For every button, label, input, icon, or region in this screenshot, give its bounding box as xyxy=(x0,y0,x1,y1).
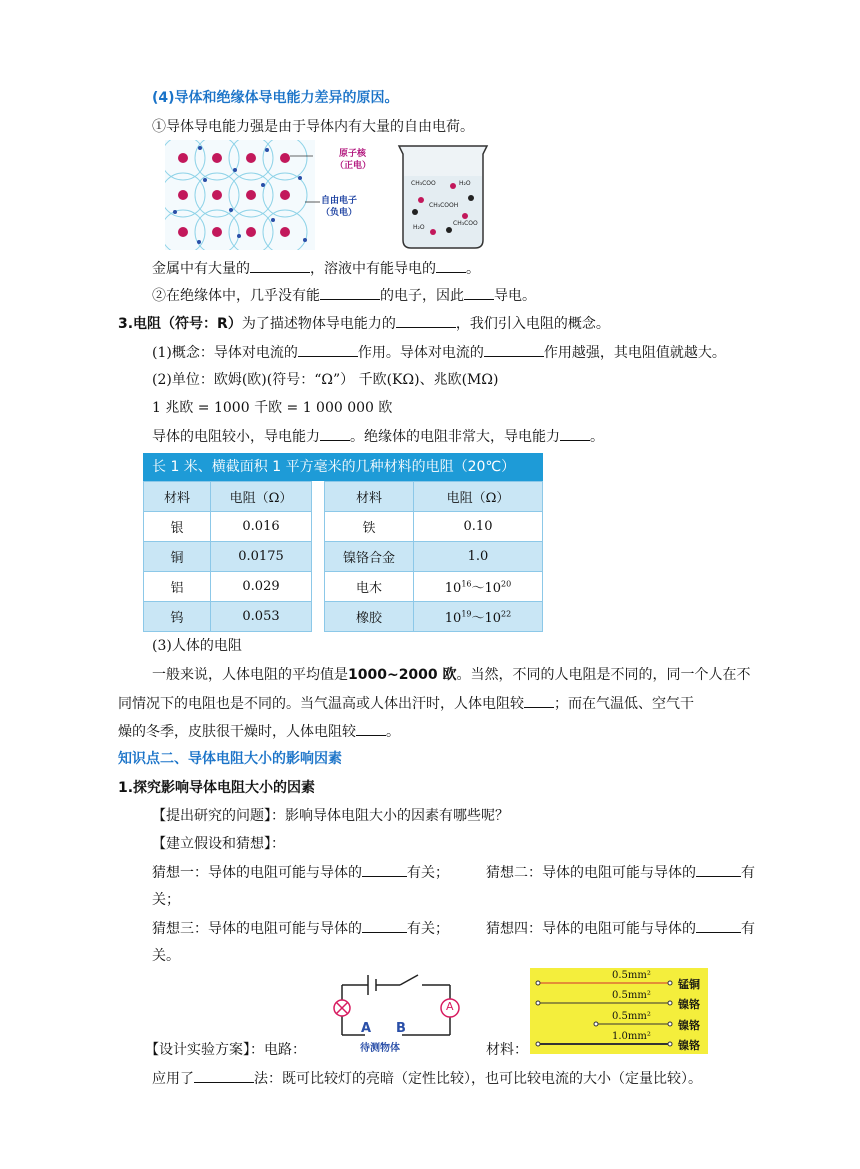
metal-line: 金属中有大量的 ，溶液中有能导电的 。 xyxy=(152,258,480,279)
nucleus-charge-label: （正电） xyxy=(335,161,372,171)
research-question: 【提出研究的问题】：影响导体电阻大小的因素有哪些呢？ xyxy=(152,808,509,824)
body-paragraph-line: 一般来说，人体电阻的平均值是1000~2000 欧。当然，不同的人电阻是不同的，同一个人在不 xyxy=(152,667,751,683)
wire-material-label: 镍铬 xyxy=(678,1039,700,1052)
section-4-item-2: ②在绝缘体中，几乎没有能 的电子，因此 导电。 xyxy=(152,285,536,306)
circuit-diagram xyxy=(330,965,465,1060)
section-4-heading: (4)导体和绝缘体导电能力差异的原因。 xyxy=(152,90,399,106)
body-paragraph-line: 燥的冬季，皮肤很干燥时，人体电阻较 。 xyxy=(118,721,400,742)
table-row: 铜 0.0175 镍铬合金 1.0 xyxy=(144,542,543,572)
wire-size-label: 0.5mm² xyxy=(612,990,651,1001)
method-line: 应用了 法：既可比较灯的亮暗（定性比较），也可比较电流的大小（定量比较）。 xyxy=(152,1068,702,1089)
beaker-solution-figure xyxy=(393,140,493,252)
header-cell: 材料 xyxy=(325,482,414,512)
hypothesis-heading: 【建立假设和猜想】： xyxy=(152,836,285,852)
unit-line: (2)单位：欧姆(欧)(符号：“Ω”） 千欧(KΩ)、兆欧(MΩ) xyxy=(152,372,499,388)
test-object-label: 待测物体 xyxy=(360,1043,400,1054)
guess-2: 猜想二：导体的电阻可能与导体的 有 xyxy=(486,862,755,883)
beaker-label: CH₃COO xyxy=(411,180,436,187)
experiment-title: 1.探究影响导体电阻大小的因素 xyxy=(118,780,316,796)
wire-size-label: 0.5mm² xyxy=(612,1011,651,1022)
guess-4: 猜想四：导体的电阻可能与导体的 有 xyxy=(486,918,755,939)
table-row: 铝 0.029 电木 $10^{16}\sim 10^{20}$ xyxy=(144,572,543,602)
wire-material-label: 锰铜 xyxy=(678,978,700,991)
guess-3: 猜想三：导体的电阻可能与导体的 有关； xyxy=(152,918,449,939)
wire-material-label: 镍铬 xyxy=(678,998,700,1011)
beaker-label: CH₃COOH xyxy=(429,202,459,209)
table-row: 钨 0.053 橡胶 $10^{19}\sim 10^{22}$ xyxy=(144,602,543,632)
header-cell: 材料 xyxy=(144,482,211,512)
concept-line: (1)概念：导体对电流的 作用。导体对电流的 作用越强，其电阻值就越大。 xyxy=(152,342,726,363)
beaker-label: H₂O xyxy=(459,180,471,187)
atom-lattice-figure xyxy=(165,140,370,250)
electron-charge-label: （负电） xyxy=(321,208,358,218)
design-label: 【设计实验方案】：电路： xyxy=(145,1042,306,1058)
header-cell: 电阻（Ω） xyxy=(211,482,312,512)
compare-line: 导体的电阻较小，导电能力 。绝缘体的电阻非常大，导电能力 。 xyxy=(152,426,604,447)
resistance-table xyxy=(143,453,543,632)
nucleus-label: 原子核 xyxy=(338,149,366,159)
knowledge-point-2-title: 知识点二、导体电阻大小的影响因素 xyxy=(118,751,342,767)
electron-label: 自由电子 xyxy=(321,196,358,206)
guess-1: 猜想一：导体的电阻可能与导体的 有关； xyxy=(152,862,449,883)
terminal-b-label: B xyxy=(396,1021,406,1036)
table-title: 长 1 米、横截面积 1 平方毫米的几种材料的电阻（20℃） xyxy=(143,453,543,481)
body-resistance-heading: (3)人体的电阻 xyxy=(152,638,242,654)
wire-size-label: 1.0mm² xyxy=(612,1031,651,1042)
section-3-line: 3.电阻（符号：R）为了描述物体导电能力的 ，我们引入电阻的概念。 xyxy=(118,313,610,334)
header-cell: 电阻（Ω） xyxy=(414,482,543,512)
table-row: 银 0.016 铁 0.10 xyxy=(144,512,543,542)
wire-materials-figure xyxy=(530,968,708,1054)
beaker-label: CH₃COO xyxy=(453,220,478,227)
table-header-row xyxy=(144,482,543,512)
terminal-a-label: A xyxy=(361,1021,372,1036)
guess-2-continued: 关； xyxy=(152,892,180,908)
ammeter-label: A xyxy=(446,1000,454,1013)
section-3-title: 3.电阻（符号：R） xyxy=(118,316,242,332)
materials-label: 材料： xyxy=(486,1042,528,1058)
body-paragraph-line: 同情况下的电阻也是不同的。当气温高或人体出汗时，人体电阻较 ；而在气温低、空气干 xyxy=(118,693,694,714)
guess-4-continued: 关。 xyxy=(152,948,180,964)
beaker-label: H₂O xyxy=(413,224,425,231)
wire-size-label: 0.5mm² xyxy=(612,970,651,981)
conversion-line: 1 兆欧 = 1000 千欧 = 1 000 000 欧 xyxy=(152,400,393,416)
section-4-item-1: ①导体导电能力强是由于导体内有大量的自由电荷。 xyxy=(152,119,474,135)
wire-material-label: 镍铬 xyxy=(678,1019,700,1032)
